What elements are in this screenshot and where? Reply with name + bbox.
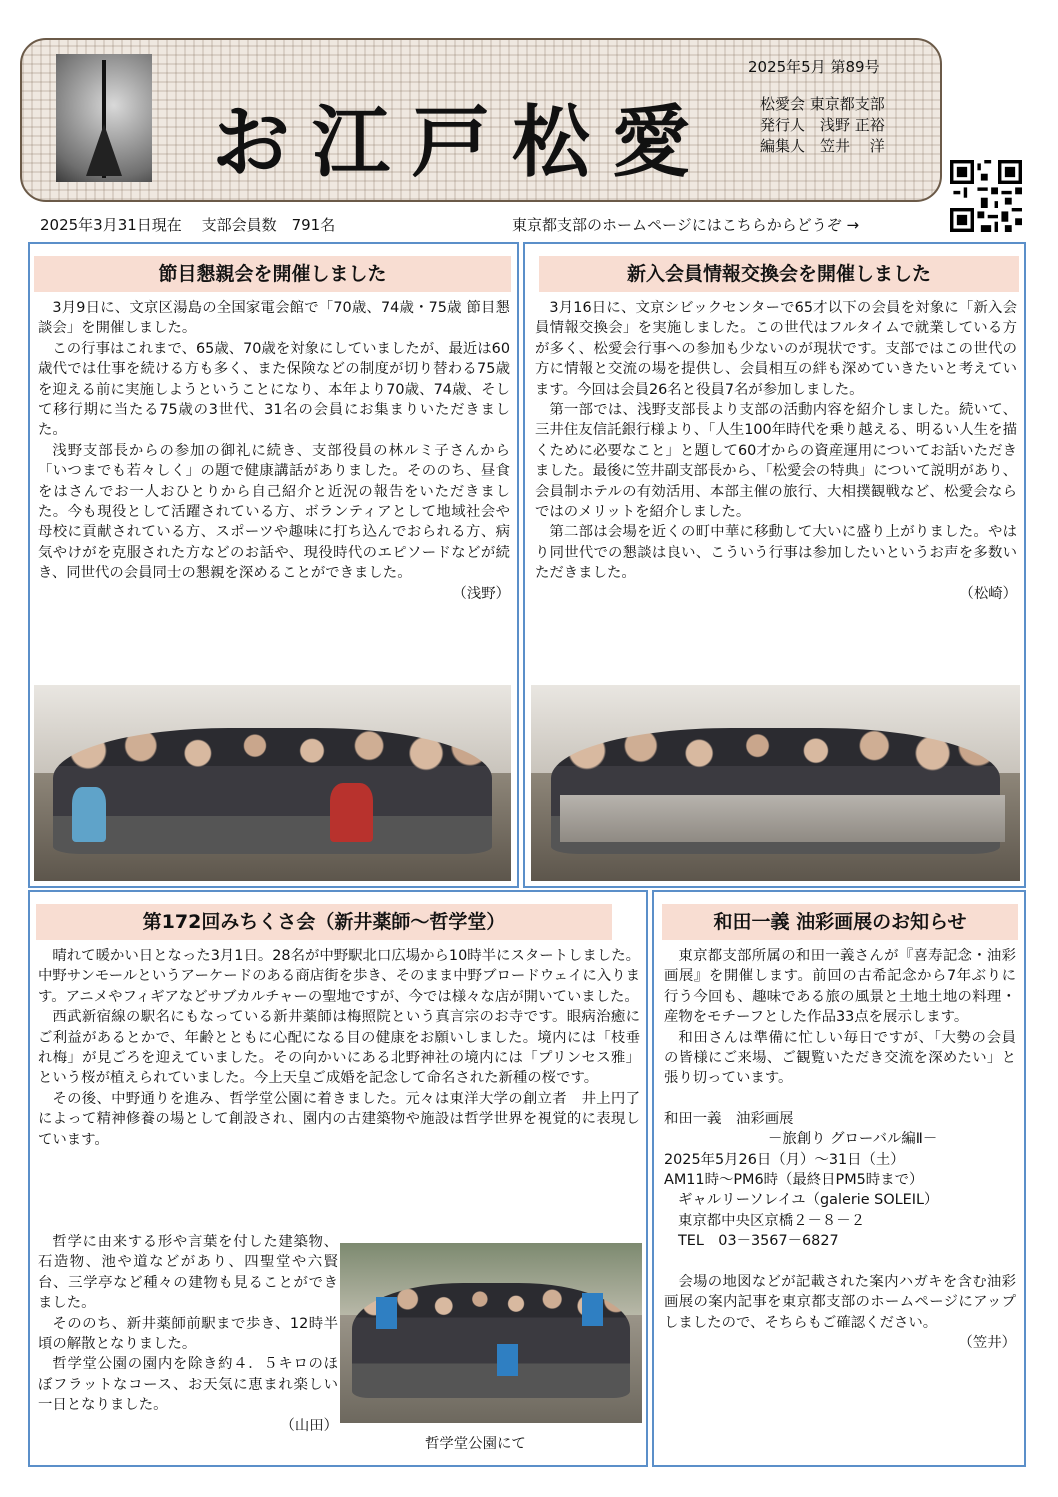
publisher-info — [760, 94, 885, 157]
paragraph: その後、中野通りを進み、哲学堂公園に着きました。元々は東洋大学の創立者 井上円了によって精神修養の場として創設され、園内の古建築物や施設は哲学世界を視覚的に表現しています。 — [38, 1090, 640, 1148]
article-heading: 新入会員情報交換会を開催しました — [539, 256, 1019, 292]
article-box — [523, 242, 1026, 888]
member-count-line: 2025年3月31日現在 支部会員数 791名 — [40, 216, 336, 234]
paragraph: 東京都支部所属の和田一義さんが『喜寿記念・油彩画展』を開催します。前回の古希記念から7年ぶりに行う今回も、趣味である旅の風景と土地土地の料理・産物をモチーフとした作品33点を展示します。 — [664, 948, 1016, 1026]
article-box — [28, 242, 519, 888]
article-body — [38, 946, 640, 1150]
article-heading: 和田一義 油彩画展のお知らせ — [662, 904, 1018, 940]
paragraph: 3月16日に、文京シビックセンターで65才以下の会員を対象に「新入会員情報交換会」を実施しました。この世代はフルタイムで就業している方が多く、松愛会行事への参加も少ないのが現状です。支部ではこの世代の方に情報と交流の場を提供し、会員相互の絆も深めていきたいと考えています。今回は会員26名と役員7名が参加しました。 — [535, 300, 1017, 398]
author-signature: （浅野） — [452, 585, 510, 602]
newsletter-title: お江戸松愛 — [212, 97, 713, 188]
event-hours: AM11時～PM6時（最終日PM5時まで） — [664, 1172, 924, 1189]
paragraph: 和田さんは準備に忙しい毎日ですが、「大勢の会員の皆様にご来場、ご観覧いただき交流を深めたい」と張り切っています。 — [664, 1029, 1016, 1087]
article-body-narrow — [38, 1232, 338, 1436]
reunion-group-photo — [34, 685, 511, 881]
article-body — [535, 298, 1017, 604]
event-address: 東京都中央区京橋２－８－２ — [678, 1212, 866, 1229]
article-body — [38, 298, 510, 604]
paragraph: 3月9日に、文京区湯島の全国家電会館で「70歳、74歳・75歳 節目懇談会」を開催しました。 — [38, 300, 510, 337]
staff-line: 発行人 浅野 正裕 — [760, 116, 885, 134]
photo-caption: 哲学堂公園にて — [425, 1436, 526, 1452]
staff-line: 編集人 笠井 洋 — [760, 137, 885, 155]
paragraph: そののち、新井薬師前駅まで歩き、12時半頃の解散となりました。 — [38, 1315, 338, 1353]
author-signature: （山田） — [280, 1417, 338, 1434]
paragraph: 晴れて暖かい日となった3月1日。28名が中野駅北口広場から10時半にスタートしました。 中野サンモールというアーケードのある商店街を歩き、そのまま中野ブロードウェイに入ります。アニメやフィギアなどサブカルチャーの聖地ですが、今では様々な店が開いていました。 — [38, 948, 640, 1005]
qr-code-icon[interactable] — [950, 160, 1022, 232]
event-dates: 2025年5月26日（月）～31日（土） — [664, 1151, 905, 1168]
paragraph: 哲学に由来する形や言葉を付した建築物、石造物、池や道などがあり、四聖堂や六賢台、三学亭など種々の建物も見ることができました。 — [38, 1234, 338, 1312]
event-venue: ギャルリーソレイユ（galerie SOLEIL） — [678, 1192, 939, 1209]
article-heading: 第172回みちくさ会（新井薬師～哲学堂） — [36, 904, 612, 940]
article-body — [664, 946, 1016, 1353]
new-members-group-photo — [531, 685, 1020, 881]
paragraph: 浅野支部長からの参加の御礼に続き、支部役員の林ルミ子さんから「いつまでも若々しく」の題で健康講話がありました。そののち、昼食をはさんでお一人おひとりから自己紹介と近況の報告をいただきました。今も現役として活躍されている方、ボランティアとして地域社会や母校に貢献されている方、スポーツや趣味に打ち込んでおられる方、病気やけがを克服された方などのお話や、現役時代のエピソードなどが続き、同世代の会員同士の懇親を深めることができました。 — [38, 442, 510, 582]
paragraph: 西武新宿線の駅名にもなっている新井薬師は梅照院という真言宗のお寺です。眼病治癒にご利益があるとかで、年齢とともに心配になる目の健康をお願いしました。境内には「枝垂れ梅」が見ごろを迎えていました。その向かいにある北野神社の境内には「プリンセス雅」という桜が植えられていました。今上天皇ご成婚を記念して命名された新種の桜です。 — [38, 1009, 640, 1087]
paragraph: 哲学堂公園の園内を除き約４．５キロのほぼフラットなコース、お天気に恵まれ楽しい一日となりました。 — [38, 1356, 338, 1414]
homepage-link-text[interactable]: 東京都支部のホームページにはこちらからどうぞ → — [512, 216, 860, 234]
paragraph: この行事はこれまで、65歳、70歳を対象にしていましたが、最近は60歳代では仕事を続ける方も多く、また保険などの制度が切り替わる75歳を迎える前に実施しようということになり、本年より70歳、74歳、そして移行期に当たる75歳の3世代、31名の会員にお集まりいただきました。 — [38, 340, 510, 439]
author-signature: （松崎） — [959, 585, 1017, 602]
paragraph: 第二部は会場を近くの町中華に移動して大いに盛り上がりました。やはり同世代での懇談は良い、こういう行事は参加したいというお声を多数いただきました。 — [535, 524, 1017, 582]
article-box — [28, 890, 648, 1467]
tokyo-tower-photo — [56, 54, 152, 182]
article-heading: 節目懇親会を開催しました — [34, 256, 511, 292]
tetsugakudo-park-photo — [340, 1243, 642, 1423]
event-name: 和田一義 油彩画展 — [664, 1110, 794, 1127]
issue-number: 2025年5月 第89号 — [748, 58, 880, 76]
author-signature: （笠井） — [958, 1334, 1016, 1351]
event-phone: TEL 03－3567－6827 — [678, 1233, 839, 1250]
paragraph: 会場の地図などが記載された案内ハガキを含む油彩画展の案内記事を東京都支部のホームページにアップしましたので、そちらもご確認ください。 — [664, 1273, 1016, 1331]
article-box — [652, 890, 1026, 1467]
event-subtitle: －旅創り グローバル編Ⅱ－ — [768, 1131, 938, 1148]
paragraph: 第一部では、浅野支部長より支部の活動内容を紹介しました。続いて、三井住友信託銀行様より、「人生100年時代を乗り越える、明るい人生を描くために必要なこと」と題して60才からの資産運用についてお話いただきました。最後に笠井副支部長から、「松愛会の特典」について説明があり、会員制ホテルの有効活用、本部主催の旅行、大相撲観戦など、松愛会ならではのメリットを紹介しました。 — [535, 402, 1017, 521]
staff-line: 松愛会 東京都支部 — [760, 95, 885, 113]
